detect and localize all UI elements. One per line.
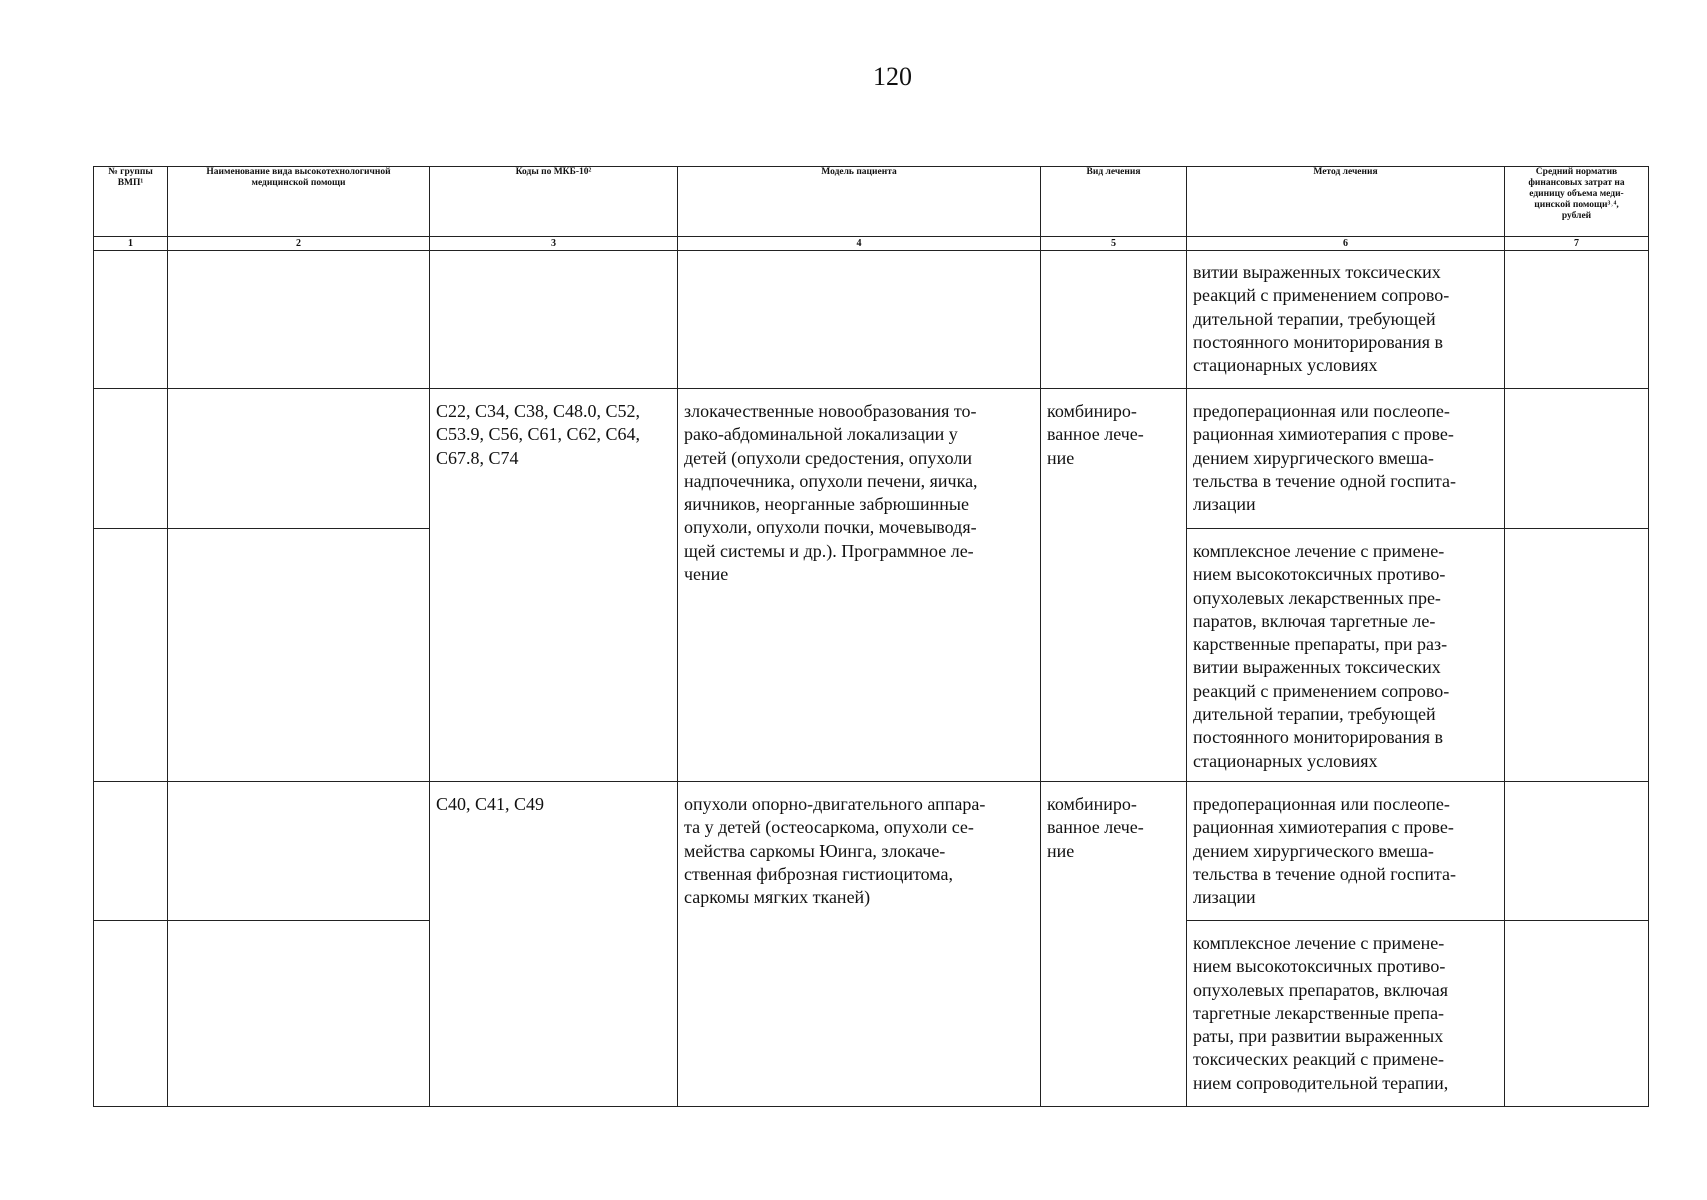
- header-icd-codes: Коды по МКБ-10²: [430, 167, 678, 237]
- empty-cell: [168, 389, 430, 529]
- empty-cell: [1505, 389, 1649, 529]
- empty-cell: [94, 921, 168, 1107]
- method-text: витии выраженных токсических реакций с применением сопрово- дительной терапии, требующей постоянного мониторирования в стационарных условиях: [1193, 262, 1450, 376]
- empty-cell: [678, 251, 1041, 389]
- empty-cell: [94, 389, 168, 529]
- column-number: 7: [1505, 237, 1649, 251]
- method-text: предоперационная или послеопе- рационная химиотерапия с прове- дением хирургического вмеша- тельства в течение одной госпита- лизации: [1193, 401, 1456, 515]
- header-row: [94, 167, 1649, 237]
- treatment-type-text: комбиниро- ванное лече- ние: [1047, 794, 1144, 861]
- patient-model-text: злокачественные новообразования то- рако-абдоминальной локализации у детей (опухоли средостения, опухоли надпочечника, опухоли печени, яичка, яичников, неорганные забрюшинные опухоли, опухоли почки, мочевыводя- щей системы и др.). Программное ле- чение: [684, 401, 978, 585]
- codes-cell: [430, 782, 678, 1107]
- column-number: 6: [1187, 237, 1505, 251]
- column-number: 3: [430, 237, 678, 251]
- header-group-number: № группы ВМП¹: [94, 167, 168, 237]
- empty-cell: [1505, 529, 1649, 782]
- empty-cell: [1041, 251, 1187, 389]
- header-patient-model: Модель пациента: [678, 167, 1041, 237]
- empty-cell: [1505, 921, 1649, 1107]
- empty-cell: [1505, 782, 1649, 921]
- treatment-table: [93, 166, 1649, 1107]
- model-cell: [678, 782, 1041, 1107]
- patient-model-text: опухоли опорно-двигательного аппара- та у детей (остеосаркома, опухоли се- мейства саркомы Юинга, злокаче- ственная фиброзная гистиоцитома, саркомы мягких тканей): [684, 794, 986, 908]
- method-cell: [1187, 782, 1505, 921]
- empty-cell: [430, 251, 678, 389]
- model-cell: [678, 389, 1041, 782]
- empty-cell: [168, 529, 430, 782]
- header-care-type-name: Наименование вида высокотехнологичной медицинской помощи: [168, 167, 430, 237]
- codes-cell: [430, 389, 678, 782]
- method-cell: [1187, 921, 1505, 1107]
- method-text: предоперационная или послеопе- рационная химиотерапия с прове- дением хирургического вмеша- тельства в течение одной госпита- лизации: [1193, 794, 1456, 908]
- column-number: 1: [94, 237, 168, 251]
- method-text: комплексное лечение с примене- нием высокотоксичных противо- опухолевых препаратов, включая таргетные лекарственные препа- раты, при развитии выраженных токсических реакций с примене- нием сопроводительной терапии,: [1193, 933, 1449, 1093]
- type-cell: [1041, 782, 1187, 1107]
- icd-codes-text: C40, C41, C49: [436, 794, 545, 814]
- type-cell: [1041, 389, 1187, 782]
- empty-cell: [168, 782, 430, 921]
- empty-cell: [94, 782, 168, 921]
- header-treatment-type: Вид лечения: [1041, 167, 1187, 237]
- table-row: [94, 389, 1649, 529]
- header-cost-standard: Средний норматив финансовых затрат на единицу объема меди- цинской помощи³˒⁴, рублей: [1505, 167, 1649, 237]
- icd-codes-text: C22, C34, C38, C48.0, C52, C53.9, C56, C61, C62, C64, C67.8, C74: [436, 401, 641, 468]
- method-cell: [1187, 529, 1505, 782]
- method-text: комплексное лечение с примене- нием высокотоксичных противо- опухолевых лекарственных пре- паратов, включая таргетные ле- карственные препараты, при раз- витии выраженных токсических реакций с применением сопрово- дительной терапии, требующей постоянного мониторирования в стационарных условиях: [1193, 541, 1450, 771]
- table-row: [94, 782, 1649, 921]
- table-row: [94, 251, 1649, 389]
- column-number: 2: [168, 237, 430, 251]
- empty-cell: [94, 251, 168, 389]
- method-cell: [1187, 389, 1505, 529]
- method-cell: [1187, 251, 1505, 389]
- header-treatment-method: Метод лечения: [1187, 167, 1505, 237]
- page-number: 120: [873, 62, 912, 91]
- column-number-row: [94, 237, 1649, 251]
- empty-cell: [1505, 251, 1649, 389]
- empty-cell: [94, 529, 168, 782]
- column-number: 5: [1041, 237, 1187, 251]
- column-number: 4: [678, 237, 1041, 251]
- empty-cell: [168, 921, 430, 1107]
- empty-cell: [168, 251, 430, 389]
- treatment-type-text: комбиниро- ванное лече- ние: [1047, 401, 1144, 468]
